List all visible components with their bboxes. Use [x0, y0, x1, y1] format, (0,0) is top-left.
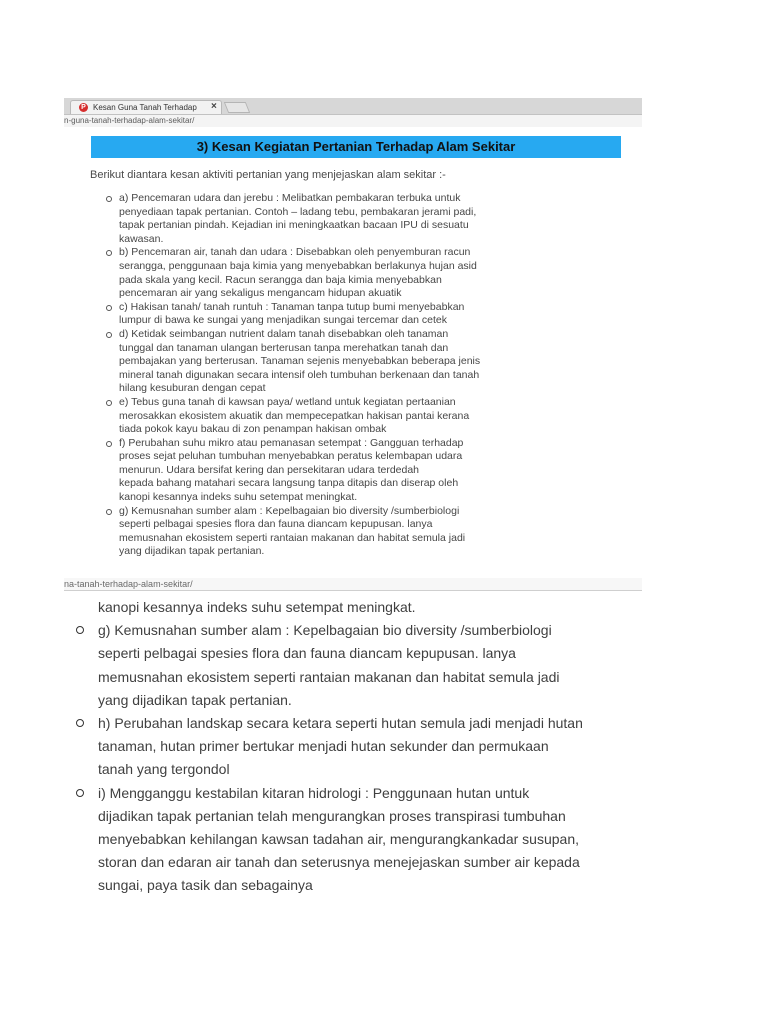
list-item-line: yang dijadikan tapak pertanian. [119, 545, 265, 558]
list-item-line: pembajakan yang berterusan. Tanaman sejenis menyebabkan beberapa jenis [119, 355, 481, 368]
circle-bullet-icon [76, 719, 84, 727]
list-item-zoomed [86, 596, 642, 619]
list-item-line: h) Perubahan landskap secara ketara seperti hutan semula jadi menjadi hutan [98, 715, 583, 732]
list-item-line: c) Hakisan tanah/ tanah runtuh : Tanaman tanpa tutup bumi menyebabkan [119, 300, 465, 313]
list-item [104, 192, 624, 246]
list-item-line: serangga, penggunaan baja kimia yang menyebabkan berlakunya hujan asid [119, 259, 477, 272]
list-item [104, 396, 624, 437]
close-tab-icon[interactable]: × [211, 101, 217, 112]
list-item [104, 246, 624, 300]
list-item-zoomed [86, 712, 642, 782]
article-intro: Berikut diantara kesan aktiviti pertanian yang menjejaskan alam sekitar :- [90, 169, 446, 181]
list-item-line: storan dan edaran air tanah dan seterusnya menejejaskan sumber air kepada [98, 854, 580, 871]
list-item-line: pencemaran air yang sekaligus mengancam hidupan akuatik [119, 287, 402, 300]
circle-bullet-icon [106, 441, 112, 447]
tab-title: Kesan Guna Tanah Terhadap [93, 103, 197, 112]
list-item-line: menyebabkan kehilangan kawsan tadahan air, mengurangkankadar susupan, [98, 831, 580, 848]
circle-bullet-icon [106, 332, 112, 338]
list-item-line: kanopi kesannya indeks suhu setempat meningkat. [119, 491, 358, 504]
circle-bullet-icon [106, 509, 112, 515]
list-item-line: tiada pokok kayu bakau di zon penampan hakisan ombak [119, 423, 387, 436]
list-item-line: g) Kemusnahan sumber alam : Kepelbagaian bio diversity /sumberbiologi [119, 504, 460, 517]
list-item [104, 505, 624, 559]
address-bar-zoomed[interactable]: na-tanah-terhadap-alam-sekitar/ [64, 578, 642, 591]
browser-screenshot-zoomed [64, 578, 642, 1024]
list-item [104, 437, 624, 505]
list-item-line: mineral tanah digunakan secara intensif oleh tumbuhan berkenaan dan tanah [119, 368, 480, 381]
list-item-line: d) Ketidak seimbangan nutrient dalam tanah disebabkan oleh tanaman [119, 327, 449, 340]
list-item-line: yang dijadikan tapak pertanian. [98, 691, 292, 708]
list-item [104, 328, 624, 396]
list-item-line: proses sejat peluhan tumbuhan menyebabkan peratus kelembapan udara [119, 450, 463, 463]
list-item-line: tapak pertanian pindah. Kejadian ini meningkaatkan bacaan IPU di sesuatu [119, 219, 469, 232]
list-item-line: f) Perubahan suhu mikro atau pemanasan setempat : Gangguan terhadap [119, 436, 464, 449]
list-item-line: penyediaan tapak pertanian. Contoh – ladang tebu, pembakaran jerami padi, [119, 205, 477, 218]
list-item-line: pada skala yang kecil. Racun serangga dan baja kimia menyebabkan [119, 273, 442, 286]
address-bar[interactable]: n-guna-tanah-terhadap-alam-sekitar/ [64, 115, 642, 127]
list-item-line: e) Tebus guna tanah di kawsan paya/ wetland untuk kegiatan pertaanian [119, 395, 456, 408]
list-item-line: memusnahan ekosistem seperti rantaian makanan dan habitat semula jadi [119, 531, 466, 544]
new-tab-button[interactable] [224, 102, 250, 113]
list-item-line: merosakkan ekosistem akuatik dan mempecepatkan hakisan pantai kerana [119, 409, 470, 422]
article-heading: 3) Kesan Kegiatan Pertanian Terhadap Alam Sekitar [91, 136, 621, 158]
pinterest-favicon-icon: P [79, 103, 88, 112]
tab-bar [64, 98, 642, 115]
list-item-line: kanopi kesannya indeks suhu setempat meningkat. [98, 599, 416, 615]
list-item [104, 301, 624, 328]
list-item-line: seperti pelbagai spesies flora dan fauna diancam kepupusan. lanya [98, 645, 516, 662]
circle-bullet-icon [106, 305, 112, 311]
effects-list-zoomed [86, 596, 642, 898]
list-item-line: i) Mengganggu kestabilan kitaran hidrologi : Penggunaan hutan untuk [98, 784, 530, 801]
circle-bullet-icon [76, 789, 84, 797]
list-item-line: a) Pencemaran udara dan jerebu : Melibatkan pembakaran terbuka untuk [119, 192, 461, 204]
list-item-line: kepada bahang matahari secara langsung tanpa ditapis dan diserap oleh [119, 477, 459, 490]
list-item-line: seperti pelbagai spesies flora dan fauna diancam kepupusan. lanya [119, 518, 433, 531]
list-item-line: menurun. Udara bersifat kering dan persekitaran udara terdedah [119, 463, 420, 476]
list-item-line: kawasan. [119, 232, 164, 245]
list-item-line: b) Pencemaran air, tanah dan udara : Disebabkan oleh penyemburan racun [119, 246, 471, 259]
circle-bullet-icon [106, 400, 112, 406]
circle-bullet-icon [106, 250, 112, 256]
list-item-zoomed [86, 619, 642, 712]
list-item-line: lumpur di bawa ke sungai yang menjadikan sungai tercemar dan cetek [119, 314, 448, 327]
circle-bullet-icon [106, 196, 112, 202]
list-item-line: dijadikan tapak pertanian telah mengurangkan proses transpirasi tumbuhan [98, 807, 566, 824]
browser-screenshot-small [64, 98, 642, 578]
list-item-line: hilang kesuburan dengan cepat [119, 382, 266, 395]
effects-list [104, 192, 624, 559]
list-item-line: tanah yang tergondol [98, 761, 230, 778]
list-item-line: tunggal dan tanaman ulangan berterusan tanpa merehatkan tanah dan [119, 341, 449, 354]
browser-tab[interactable] [70, 100, 222, 114]
list-item-line: memusnahan ekosistem seperti rantaian makanan dan habitat semula jadi [98, 668, 560, 685]
circle-bullet-icon [76, 626, 84, 634]
list-item-zoomed [86, 782, 642, 898]
list-item-line: g) Kemusnahan sumber alam : Kepelbagaian bio diversity /sumberbiologi [98, 622, 552, 639]
list-item-line: sungai, paya tasik dan sebagainya [98, 877, 313, 894]
list-item-line: tanaman, hutan primer bertukar menjadi hutan sekunder dan permukaan [98, 738, 549, 755]
